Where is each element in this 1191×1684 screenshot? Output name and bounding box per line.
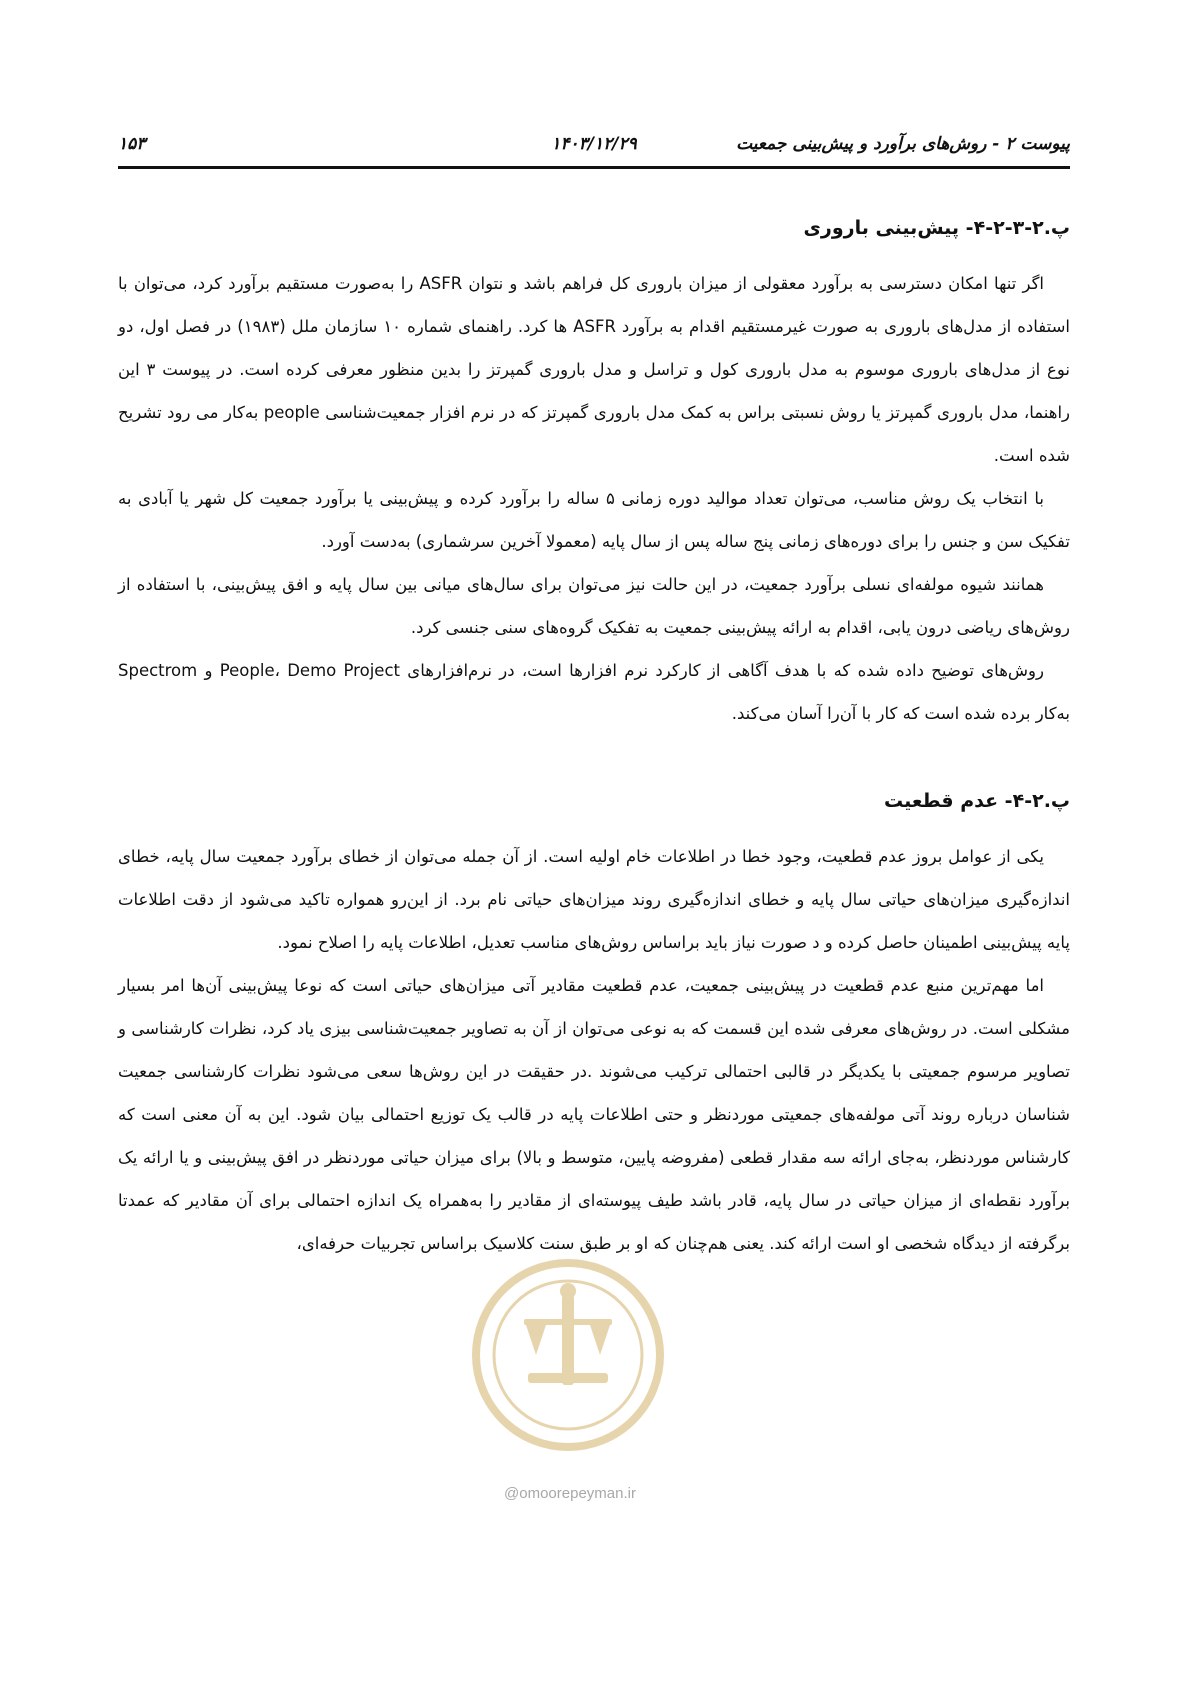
running-title: پیوست ۲ - روش‌های برآورد و پیش‌بینی جمعیت bbox=[736, 134, 1070, 154]
paragraph: روش‌های توضیح داده شده که با هدف آگاهی از کارکرد نرم افزارها است، در نرم‌افزارهای People، Demo Project و Spectrom به‌کار برده شده است که کار با آن‌را آسان می‌کند. bbox=[118, 661, 1070, 723]
paragraph: اگر تنها امکان دسترسی به برآورد معقولی از میزان باروری کل فراهم باشد و نتوان ASFR را به‌صورت مستقیم برآورد کرد، می‌توان با استفاده از مدل‌های باروری به صورت غیرمستقیم اقدام به برآورد ASFR ها کرد. راهنمای شماره ۱۰ سازمان ملل (۱۹۸۳) در فصل اول، دو نوع از مدل‌های باروری موسوم به مدل باروری کول و تراسل و مدل باروری گمپرتز را بدین منظور معرفی کرده است. در پیوست ۳ این راهنما، مدل باروری گمپرتز یا روش نسبتی براس به کمک مدل باروری گمپرتز که در نرم افزار جمعیت‌شناسی people به‌کار می رود تشریح شده است. bbox=[118, 274, 1071, 465]
section-heading: پ.۲-۴- عدم قطعیت bbox=[884, 790, 1070, 812]
header-date: ۱۴۰۳/۱۲/۲۹ bbox=[551, 134, 637, 154]
header-rule bbox=[118, 166, 1070, 169]
paragraph: همانند شیوه مولفه‌ای نسلی برآورد جمعیت، در این حالت نیز می‌توان برای سال‌های میانی بین سال پایه و افق پیش‌بینی، با استفاده از روش‌های ریاضی درون یابی، اقدام به ارائه پیش‌بینی جمعیت به تفکیک گروه‌های سنی جنسی کرد. bbox=[118, 575, 1070, 637]
paragraph: یکی از عوامل بروز عدم قطعیت، وجود خطا در اطلاعات خام اولیه است. از آن جمله می‌توان از خطای برآورد جمعیت سال پایه، خطای اندازه‌گیری میزان‌های حیاتی سال پایه و خطای اندازه‌گیری روند میزان‌های حیاتی نام برد. از این‌رو همواره تاکید می‌شود از دقت اطلاعات پایه پیش‌بینی اطمینان حاصل کرده و د صورت نیاز باید براساس روش‌های مناسب تعدیل، اطلاعات پایه را اصلاح نمود. bbox=[118, 847, 1070, 952]
paragraph: اما مهم‌ترین منبع عدم قطعیت در پیش‌بینی جمعیت، عدم قطعیت مقادیر آتی میزان‌های حیاتی است که نوعا پیش‌بینی آن‌ها امر بسیار مشکلی است. در روش‌های معرفی شده این قسمت که به نوعی می‌توان از آن به تصاویر جمعیت‌شناسی بیزی یاد کرد، نظرات کارشناسی و تصاویر مرسوم جمعیتی با یکدیگر در قالبی احتمالی ترکیب می‌شوند .در حقیقت در این روش‌ها سعی می‌شود نظرات کارشناسی جمعیت شناسان درباره روند آتی مولفه‌های جمعیتی موردنظر و حتی اطلاعات پایه در قالب یک توزیع احتمالی بیان شود. این به آن معنی است که کارشناس موردنظر، به‌جای ارائه سه مقدار قطعی (مفروضه پایین، متوسط و بالا) برای میزان حیاتی موردنظر در افق پیش‌بینی و یا ارائه یک برآورد نقطه‌ای از میزان حیاتی در سال پایه، قادر باشد طیف پیوسته‌ای از مقادیر را به‌همراه یک اندازه احتمالی برای آن مقادیر که عمدتا برگرفته از دیدگاه شخصی او است ارائه کند. یعنی هم‌چنان که او بر طبق سنت کلاسیک براساس تجربیات حرفه‌ای، bbox=[118, 976, 1070, 1253]
paragraph: با انتخاب یک روش مناسب، می‌توان تعداد موالید دوره زمانی ۵ ساله را برآورد کرده و پیش‌بینی یا برآورد جمعیت کل شهر یا آبادی به تفکیک سن و جنس را برای دوره‌های زمانی پنج ساله پس از سال پایه (معمولا آخرین سرشماری) به‌دست آورد. bbox=[118, 489, 1070, 551]
watermark-logo bbox=[468, 1255, 668, 1455]
watermark-text: @omoorepeyman.ir bbox=[504, 1485, 636, 1502]
section-uncertainty bbox=[118, 785, 1070, 1265]
section-heading: پ.۲-۳-۲-۴- پیش‌بینی باروری bbox=[803, 217, 1070, 239]
section-gap bbox=[118, 735, 1070, 785]
section-fertility-projection bbox=[118, 212, 1070, 735]
page-body bbox=[118, 212, 1070, 1265]
page-header bbox=[118, 128, 1070, 168]
page-number: ۱۵۳ bbox=[118, 134, 146, 154]
